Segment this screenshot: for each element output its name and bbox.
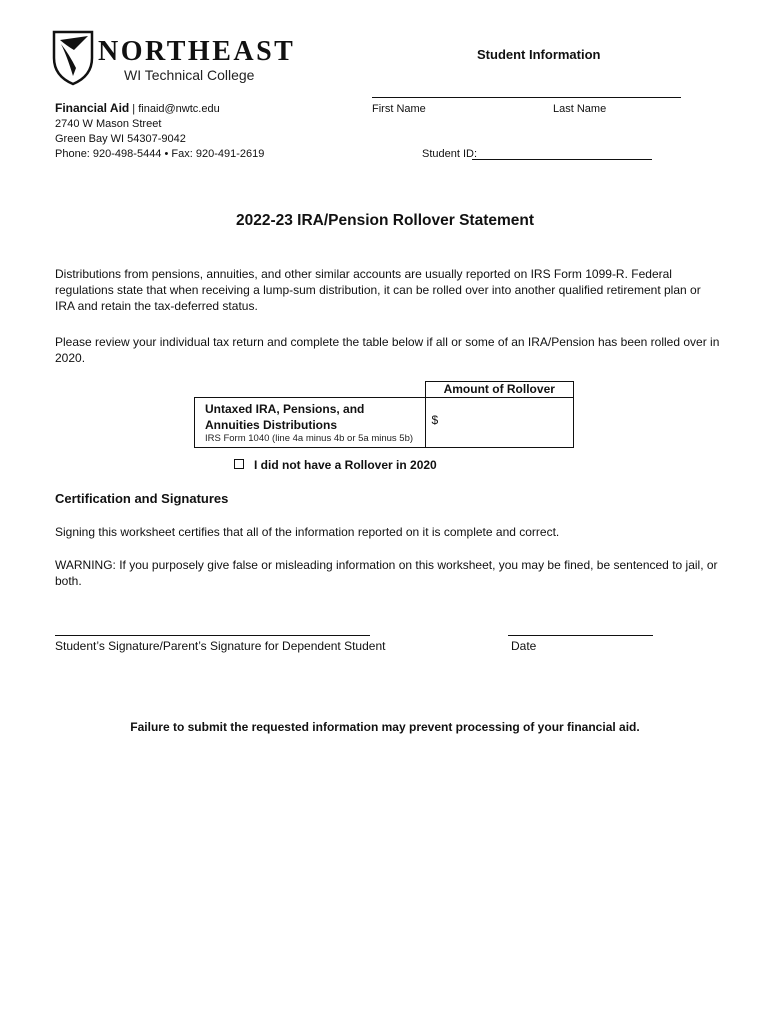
separator: |	[132, 103, 139, 115]
rollover-table	[194, 381, 574, 448]
name-field-line[interactable]	[372, 97, 681, 98]
no-rollover-checkbox[interactable]	[234, 459, 244, 469]
logo-subtitle: WI Technical College	[124, 67, 255, 83]
no-rollover-option[interactable]	[234, 458, 437, 472]
office-street: 2740 W Mason Street	[55, 118, 162, 130]
signature-line[interactable]	[55, 635, 370, 636]
office-phone: Phone: 920-498-5444 • Fax: 920-491-2619	[55, 148, 265, 160]
amount-column-header: Amount of Rollover	[425, 382, 574, 398]
no-rollover-label: I did not have a Rollover in 2020	[254, 458, 437, 472]
signature-label: Student’s Signature/Parent’s Signature for Dependent Student	[55, 639, 386, 653]
rollover-amount-input[interactable]	[425, 398, 574, 448]
first-name-label: First Name	[372, 103, 426, 115]
date-line[interactable]	[508, 635, 653, 636]
intro-paragraph-2: Please review your individual tax return and complete the table below if all or some of an IRA/Pension has been rolled over in 2020.	[55, 335, 720, 365]
student-id-label: Student ID:	[422, 148, 478, 160]
office-city: Green Bay WI 54307-9042	[55, 133, 186, 145]
rollover-row-label-cell	[195, 398, 426, 448]
dept-name: Financial Aid	[55, 101, 130, 115]
table-blank-cell	[195, 382, 426, 398]
college-logo	[52, 28, 302, 88]
intro-paragraph-1: Distributions from pensions, annuities, and other similar accounts are usually reported on IRS Form 1099-R. Federal regulations state that when receiving a lump-sum distribution, it can be rolled over into another qualified retirement plan or IRA and retain the tax-deferred status.	[55, 267, 701, 313]
logo-name: NORTHEAST	[98, 36, 296, 67]
dollar-sign: $	[431, 413, 439, 427]
office-address	[55, 101, 264, 162]
last-name-label: Last Name	[553, 103, 607, 115]
rollover-row-sublabel: IRS Form 1040 (line 4a minus 4b or 5a minus 5b)	[205, 433, 414, 444]
office-email: finaid@nwtc.edu	[138, 103, 220, 115]
student-id-field-line[interactable]	[472, 159, 652, 160]
certification-warning: WARNING: If you purposely give false or misleading information on this worksheet, you may be fined, be sentenced to jail, or both.	[55, 558, 718, 588]
certification-heading: Certification and Signatures	[55, 491, 229, 506]
footer-note: Failure to submit the requested information may prevent processing of your financial aid.	[130, 720, 640, 734]
student-info-heading: Student Information	[477, 47, 601, 62]
certification-statement: Signing this worksheet certifies that all of the information reported on it is complete and correct.	[55, 525, 560, 539]
date-label: Date	[511, 639, 537, 653]
page-title: 2022-23 IRA/Pension Rollover Statement	[235, 212, 535, 229]
shield-logo-icon	[52, 28, 96, 86]
rollover-row-label: Untaxed IRA, Pensions, and Annuities Distributions	[205, 402, 365, 432]
